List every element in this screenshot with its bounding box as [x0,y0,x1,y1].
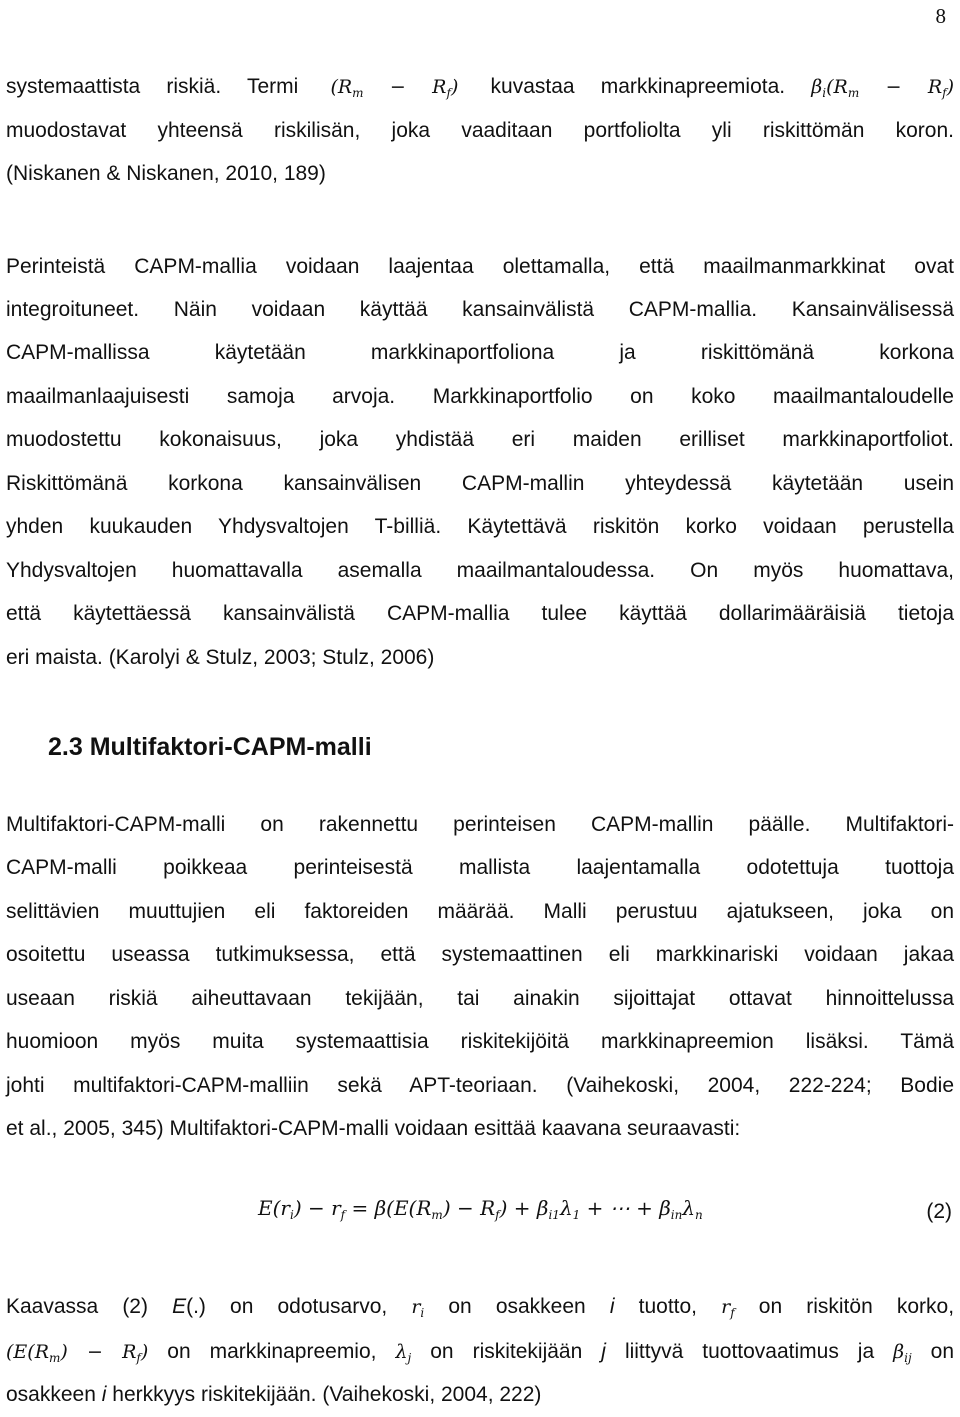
equation-2-formula: $E(r_i) - r_f = \beta(E(R_m) - R_f) + \beta_{i1}\lambda_1$ + ⋯ + $\beta_{in}\lambda_n$ [258,1196,703,1222]
paragraph-2-line: eri maista. (Karolyi & Stulz, 2003; Stulz, 2006) [6,646,435,669]
paragraph-3-line: johti multifaktori-CAPM-malliin sekä APT-teoriaan. (Vaihekoski, 2004, 222-224; Bodie [6,1074,954,1097]
paragraph-2-line: Yhdysvaltojen huomattavalla asemalla maailmantaloudessa. On myös huomattava, [6,559,954,582]
paragraph-4-line-3: osakkeen i herkkyys riskitekijään. (Vaihekoski, 2004, 222) [6,1383,542,1406]
paragraph-3-line: selittävien muuttujien eli faktoreiden määrää. Malli perustuu ajatukseen, joka on [6,900,954,923]
paragraph-4-line-1: Kaavassa (2) E(.) on odotusarvo, $r_i$ on osakkeen i tuotto, $r_f$ on riskitön korko, [6,1295,955,1320]
paragraph-3-line: et al., 2005, 345) Multifaktori-CAPM-malli voidaan esittää kaavana seuraavasti: [6,1117,741,1140]
symbol-beta-ij: $\beta_{ij}$ [893,1341,912,1365]
paragraph-1-line-2: muodostavat yhteensä riskilisän, joka vaaditaan portfoliolta yli riskittömän koron. [6,119,954,142]
paragraph-3-line: CAPM-malli poikkeaa perinteisestä mallista laajentamalla odotettuja tuottoja [6,856,954,879]
symbol-rf: $r_f$ [721,1296,735,1320]
paragraph-2-line: yhden kuukauden Yhdysvaltojen T-billiä. Käytettävä riskitön korko voidaan perustella [6,515,954,538]
paragraph-2-line: CAPM-mallissa käytetään markkinaportfoliona ja riskittömänä korkona [6,341,954,364]
paragraph-3-line: huomioon myös muita systemaattisia riskitekijöitä markkinapreemion lisäksi. Tämä [6,1030,954,1053]
formula-market-premium: $(R_m - R_f)$ [330,76,459,100]
symbol-ri: $r_i$ [411,1296,425,1320]
paragraph-1-line-1: systemaattista riskiä. Termi $(R_m - R_f)$ kuvastaa markkinapreemiota. $\beta_i(R_m - R_f)$ [6,75,955,100]
page-number: 8 [935,4,946,28]
paragraph-2-line: muodostettu kokonaisuus, joka yhdistää eri maiden erilliset markkinaportfoliot. [6,428,954,451]
paragraph-3-line: useaan riskiä aiheuttavaan tekijään, tai ainakin sijoittajat ottavat hinnoittelussa [6,987,954,1010]
paragraph-3-line: osoitettu useassa tutkimuksessa, että systemaattinen eli markkinariski voidaan jakaa [6,943,954,966]
symbol-lambda-j: $\lambda_j$ [395,1341,412,1365]
paragraph-1-line-3: (Niskanen & Niskanen, 2010, 189) [6,162,326,185]
paragraph-4-line-2: $(E(R_m) - R_f)$ on markkinapreemio, $\lambda_j$ on riskitekijään j liittyvä tuottovaatimus ja $\beta_{ij}$ on [6,1340,955,1365]
symbol-market-premium: $(E(R_m) - R_f)$ [6,1341,149,1365]
equation-number: (2) [926,1200,952,1223]
paragraph-2-line: että käytettäessä kansainvälistä CAPM-mallia tulee käyttää dollarimääräisiä tietoja [6,602,954,625]
paragraph-2-line: Perinteistä CAPM-mallia voidaan laajentaa olettamalla, että maailmanmarkkinat ovat [6,255,954,278]
section-heading: 2.3 Multifaktori-CAPM-malli [48,733,372,761]
paragraph-2-line: maailmanlaajuisesti samoja arvoja. Markkinaportfolio on koko maailmantaloudelle [6,385,954,408]
paragraph-2-line: Riskittömänä korkona kansainvälisen CAPM-mallin yhteydessä käytetään usein [6,472,954,495]
paragraph-3-line: Multifaktori-CAPM-malli on rakennettu perinteisen CAPM-mallin päälle. Multifaktori- [6,813,954,836]
paragraph-2-line: integroituneet. Näin voidaan käyttää kansainvälistä CAPM-mallia. Kansainvälisessä [6,298,954,321]
formula-beta-premium: $\beta_i(R_m - R_f)$ [811,76,955,100]
